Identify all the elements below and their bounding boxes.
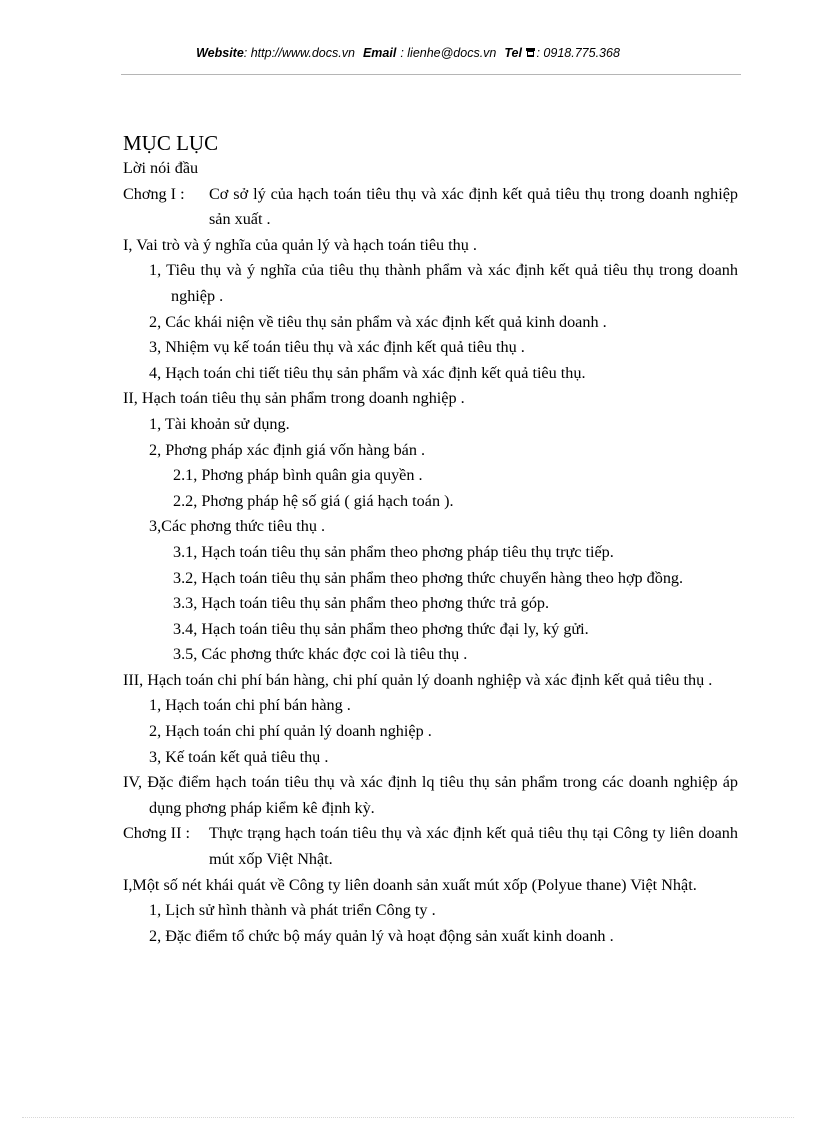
toc-entry: III, Hạch toán chi phí bán hàng, chi phí quản lý doanh nghiệp và xác định kết quả tiêu thụ . bbox=[123, 670, 713, 689]
toc-entry: II, Hạch toán tiêu thụ sản phẩm trong doanh nghiệp . bbox=[123, 389, 465, 408]
toc-entry: 2, Phơng pháp xác định giá vốn hàng bán . bbox=[149, 440, 426, 459]
toc-entry: I,Một số nét khái quát về Công ty liên doanh sản xuất mút xốp (Polyue thane) Việt Nhật. bbox=[123, 875, 697, 894]
toc-entry: 2.2, Phơng pháp hệ số giá ( giá hạch toán ). bbox=[173, 491, 454, 510]
toc-entry: 3.3, Hạch toán tiêu thụ sản phẩm theo phơng thức trả góp. bbox=[173, 594, 550, 613]
tel-label: Tel bbox=[504, 46, 522, 60]
toc-chapter-1 bbox=[123, 182, 738, 233]
toc-entry: 3.2, Hạch toán tiêu thụ sản phẩm theo phơng thức chuyển hàng theo hợp đồng. bbox=[173, 568, 684, 587]
toc-entry: 2, Các khái niện về tiêu thụ sản phẩm và xác định kết quả kinh doanh . bbox=[149, 312, 607, 331]
website-label: Website bbox=[196, 46, 244, 60]
toc-entry: 3,Các phơng thức tiêu thụ . bbox=[149, 517, 326, 536]
footer-divider bbox=[22, 1117, 794, 1118]
website-value: : http://www.docs.vn bbox=[243, 46, 355, 60]
email-label: Email bbox=[362, 46, 397, 60]
toc-entry: I, Vai trò và ý nghĩa của quản lý và hạch toán tiêu thụ . bbox=[123, 235, 477, 254]
chapter-2-title: Thực trạng hạch toán tiêu thụ và xác định kết quả tiêu thụ tại Công ty liên doanh mút xốp Việt Nhật. bbox=[209, 824, 738, 869]
toc-entry: 3, Kế toán kết quả tiêu thụ . bbox=[149, 747, 329, 766]
toc-chapter-2 bbox=[123, 821, 738, 872]
chapter-2-label: Chơng II : bbox=[123, 824, 191, 843]
toc-title: MỤC LỤC bbox=[123, 131, 219, 155]
toc-intro: Lời nói đầu bbox=[123, 159, 199, 177]
chapter-1-label: Chơng I : bbox=[123, 184, 185, 203]
toc-entry: 4, Hạch toán chi tiết tiêu thụ sản phẩm và xác định kết quả tiêu thụ. bbox=[149, 363, 586, 382]
table-of-contents bbox=[123, 130, 738, 949]
tel-value: : 0918.775.368 bbox=[536, 46, 620, 60]
toc-entry: 3.4, Hạch toán tiêu thụ sản phẩm theo phơng thức đại ly, ký gửi. bbox=[173, 619, 589, 638]
toc-entry: 2, Hạch toán chi phí quản lý doanh nghiệp . bbox=[149, 722, 432, 741]
toc-entry: 1, Hạch toán chi phí bán hàng . bbox=[149, 696, 351, 715]
toc-entry: 1, Tài khoản sử dụng. bbox=[149, 414, 290, 433]
email-value: : lienhe@docs.vn bbox=[400, 46, 497, 60]
toc-entry: 2, Đặc điểm tổ chức bộ máy quản lý và hoạt động sản xuất kinh doanh . bbox=[149, 926, 614, 945]
toc-entry: 3, Nhiệm vụ kế toán tiêu thụ và xác định kết quả tiêu thụ . bbox=[149, 338, 525, 357]
toc-entry: 1, Tiêu thụ và ý nghĩa của tiêu thụ thành phẩm và xác định kết quả tiêu thụ trong doanh nghiệp . bbox=[149, 261, 738, 305]
header-divider bbox=[121, 74, 741, 75]
toc-entry: 3.1, Hạch toán tiêu thụ sản phẩm theo phơng pháp tiêu thụ trực tiếp. bbox=[173, 542, 614, 561]
phone-icon bbox=[525, 47, 536, 61]
toc-entry: 1, Lịch sử hình thành và phát triển Công ty . bbox=[149, 901, 436, 920]
chapter-1-title: Cơ sở lý của hạch toán tiêu thụ và xác định kết quả tiêu thụ trong doanh nghiệp sản xuất . bbox=[209, 184, 738, 229]
toc-entry: 2.1, Phơng pháp bình quân gia quyền . bbox=[173, 466, 423, 485]
page-header bbox=[0, 46, 816, 61]
toc-entry: 3.5, Các phơng thức khác đợc coi là tiêu thụ . bbox=[173, 645, 468, 664]
toc-entry: IV, Đặc điểm hạch toán tiêu thụ và xác định lq tiêu thụ sản phẩm trong các doanh nghiệp áp dụng phơng pháp kiểm kê định kỳ. bbox=[123, 773, 738, 817]
